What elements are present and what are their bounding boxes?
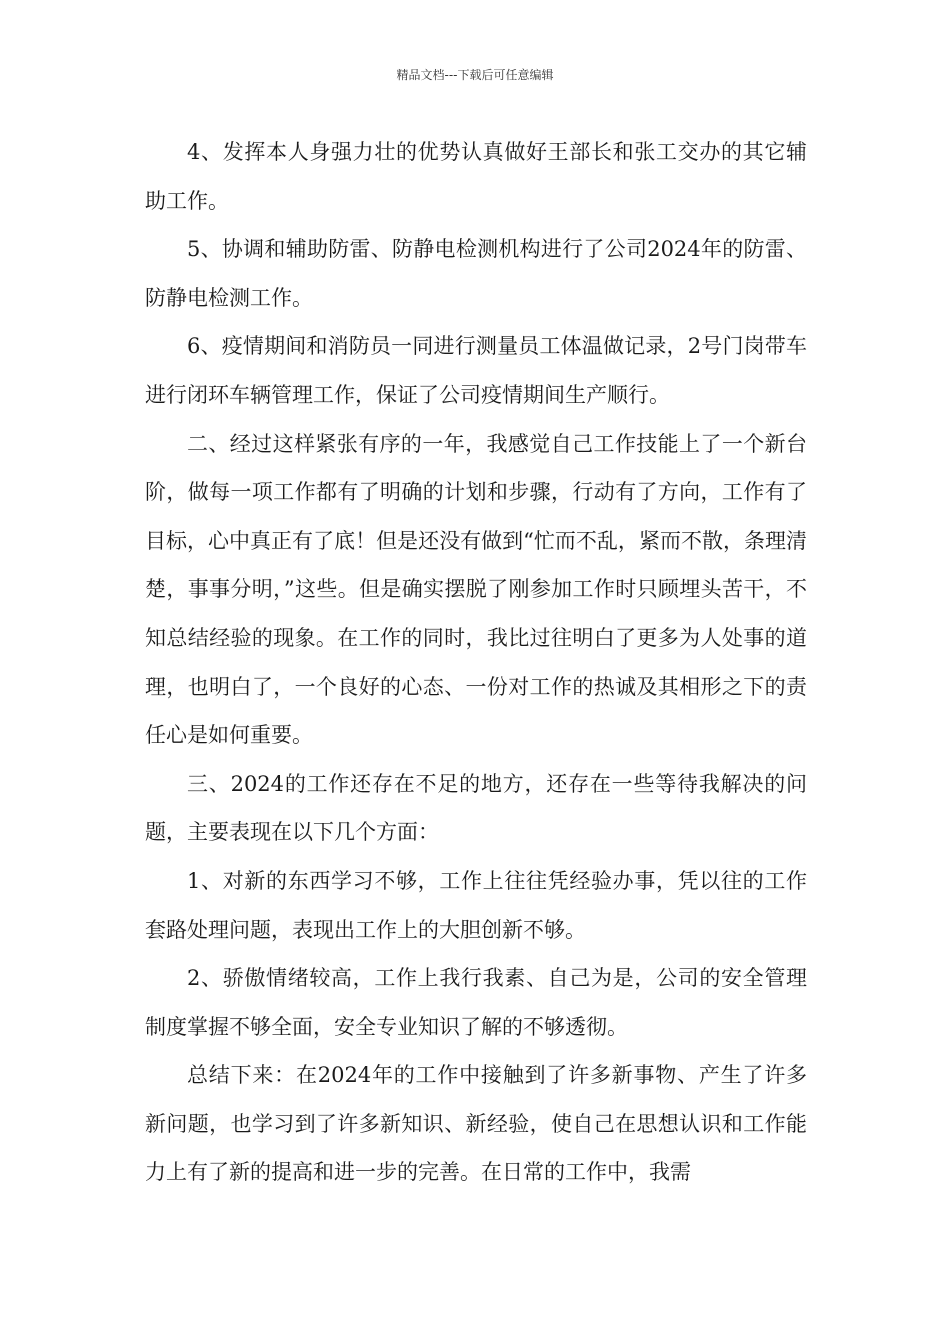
paragraph: 总结下来：在2024年的工作中接触到了许多新事物、产生了许多新问题，也学习到了许多新知识、新经验，使自己在思想认识和工作能力上有了新的提高和进一步的完善。在日常的工作中，我需 — [145, 1063, 807, 1185]
page-header: 精品文档---下载后可任意编辑 — [396, 68, 554, 82]
paragraph: 二、经过这样紧张有序的一年，我感觉自己工作技能上了一个新台阶，做每一项工作都有了明确的计划和步骤，行动有了方向，工作有了目标，心中真正有了底！但是还没有做到“忙而不乱，紧而不散，条理清楚，事事分明，”这些。但是确实摆脱了刚参加工作时只顾埋头苦干，不知总结经验的现象。在工作的同时，我比过往明白了更多为人处事的道理，也明白了，一个良好的心态、一份对工作的热诚及其相形之下的责任心是如何重要。 — [145, 431, 807, 748]
paragraph: 5、协调和辅助防雷、防静电检测机构进行了公司2024年的防雷、防静电检测工作。 — [145, 237, 807, 310]
paragraph: 4、发挥本人身强力壮的优势认真做好王部长和张工交办的其它辅助工作。 — [145, 140, 807, 213]
paragraph: 1、对新的东西学习不够，工作上往往凭经验办事，凭以往的工作套路处理问题，表现出工作上的大胆创新不够。 — [145, 868, 807, 942]
paragraph: 6、疫情期间和消防员一同进行测量员工体温做记录，2号门岗带车进行闭环车辆管理工作，保证了公司疫情期间生产顺行。 — [145, 334, 807, 407]
paragraph: 2、骄傲情绪较高，工作上我行我素、自己为是，公司的安全管理制度掌握不够全面，安全专业知识了解的不够透彻。 — [145, 966, 807, 1039]
document-body — [145, 128, 807, 1197]
paragraph: 三、2024的工作还存在不足的地方，还存在一些等待我解决的问题，主要表现在以下几个方面： — [145, 771, 807, 845]
